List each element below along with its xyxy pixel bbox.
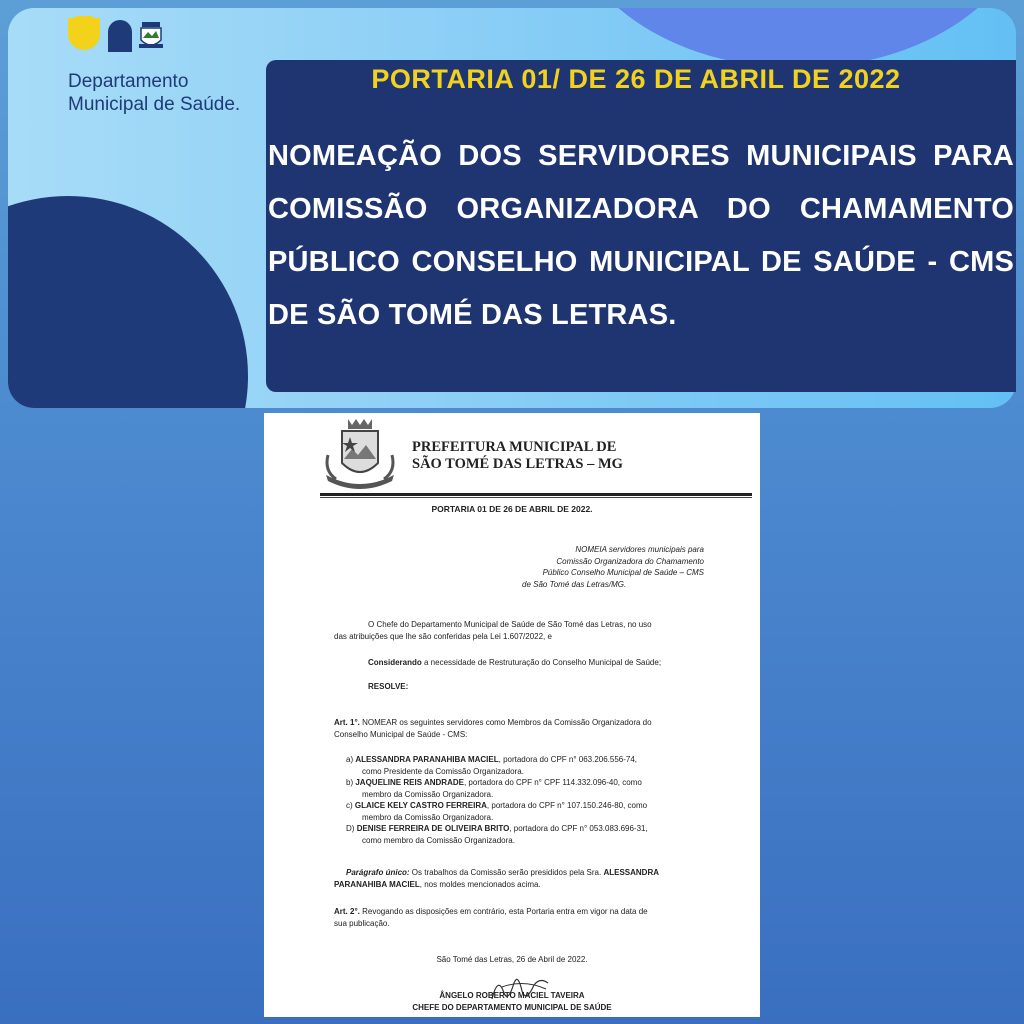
art2-label: Art. 2°. — [334, 907, 360, 916]
department-name — [68, 70, 240, 116]
prefeitura-line-1: PREFEITURA MUNICIPAL DE — [412, 439, 617, 455]
member-role: como membro da Comissão Organizadora. — [362, 835, 515, 845]
header-rule — [320, 493, 752, 496]
portaria-title: PORTARIA 01/ DE 26 DE ABRIL DE 2022 — [371, 64, 901, 94]
prefeitura-heading — [412, 439, 623, 473]
member-cpf: , portadora do CPF n° 063.206.556-74, — [498, 755, 638, 764]
considerando-text: a necessidade de Restruturação do Conselho Municipal de Saúde; — [421, 658, 662, 667]
intro-paragraph — [334, 619, 706, 642]
member-name: JAQUELINE REIS ANDRADE — [355, 778, 464, 787]
paragrafo-text-1: Os trabalhos da Comissão serão presididos pela Sra. — [409, 868, 604, 877]
list-item-letter: a) — [346, 755, 354, 764]
list-item-letter: D) — [346, 824, 355, 833]
ementa-line-2: Comissão Organizadora do Chamamento — [556, 556, 704, 566]
ementa-line-1: NOMEIA servidores municipais para — [575, 545, 704, 554]
ementa — [522, 544, 704, 590]
member-role: como Presidente da Comissão Organizadora. — [362, 766, 524, 776]
document-portaria-title: PORTARIA 01 DE 26 DE ABRIL DE 2022. — [431, 504, 593, 514]
header-rule-thin — [320, 497, 752, 498]
ementa-line-3: Público Conselho Municipal de Saúde – CMS — [542, 568, 704, 577]
nomeacao-heading: NOMEAÇÃO DOS SERVIDORES MUNICIPAIS PARA COMISSÃO ORGANIZADORA DO CHAMAMENTO PÚBLICO CONSELHO MUNICIPAL DE SAÚDE - CMS DE SÃO TOMÉ DAS LETRAS. — [268, 140, 1014, 331]
member-cpf: , portadora do CPF n° 053.083.696-31, — [509, 824, 648, 833]
paragrafo-unico — [334, 867, 708, 890]
list-item — [346, 800, 716, 823]
title-panel — [266, 60, 1016, 392]
decorative-blob-left — [8, 196, 248, 408]
considerando-label: Considerando — [368, 658, 422, 667]
decorative-blob-top — [568, 8, 1016, 68]
list-item-letter: c) — [346, 801, 353, 810]
intro-line-2: das atribuições que lhe são conferidas pela Lei 1.607/2022, e — [334, 631, 552, 641]
member-list — [346, 754, 716, 846]
paragrafo-name-1: ALESSANDRA — [603, 868, 660, 877]
member-cpf: , portadora do CPF n° CPF 114.332.096-40, como — [463, 778, 642, 787]
intro-line-1: O Chefe do Departamento Municipal de Saúde de São Tomé das Letras, no uso — [368, 620, 652, 629]
portaria-document — [264, 413, 760, 1017]
logo-group — [66, 16, 164, 52]
paragrafo-text-2: , nos moldes mencionados acima. — [419, 879, 541, 889]
yellow-circle-logo-icon — [66, 16, 102, 52]
ementa-line-4: de São Tomé das Letras/MG. — [522, 579, 627, 589]
municipal-crest-icon — [138, 20, 164, 52]
municipal-coat-of-arms-icon — [320, 415, 400, 495]
signer-role: CHEFE DO DEPARTAMENTO MUNICIPAL DE SAÚDE — [412, 1003, 612, 1012]
list-item — [346, 754, 716, 777]
art1-text-2: Conselho Municipal de Saúde - CMS: — [334, 729, 468, 739]
art1-text-1: NOMEAR os seguintes servidores como Membros da Comissão Organizadora do — [359, 718, 652, 727]
article-1 — [334, 717, 708, 740]
paragrafo-label: Parágrafo único: — [346, 868, 410, 877]
list-item — [346, 823, 716, 846]
member-cpf: , portadora do CPF n° 107.150.246-80, como — [486, 801, 648, 810]
art2-text-1: Revogando as disposições em contrário, esta Portaria entra em vigor na data de — [359, 907, 648, 916]
resolve-label: RESOLVE: — [368, 682, 409, 691]
considerando-line — [368, 657, 661, 669]
list-item-letter: b) — [346, 778, 354, 787]
member-name: DENISE FERREIRA DE OLIVEIRA BRITO — [356, 824, 510, 833]
member-role: membro da Comissão Organizadora. — [362, 789, 494, 799]
art1-label: Art. 1°. — [334, 718, 360, 727]
member-role: membro da Comissão Organizadora. — [362, 812, 494, 822]
article-2 — [334, 906, 708, 929]
department-line-2: Municipal de Saúde. — [68, 94, 241, 115]
member-name: ALESSANDRA PARANAHIBA MACIEL — [355, 755, 499, 764]
prefeitura-line-2: SÃO TOMÉ DAS LETRAS – MG — [412, 456, 623, 472]
member-name: GLAICE KELY CASTRO FERREIRA — [354, 801, 487, 810]
art2-text-2: sua publicação. — [334, 918, 390, 928]
list-item — [346, 777, 716, 800]
signer-name: ÂNGELO ROBERTO MACIEL TAVEIRA — [439, 991, 585, 1000]
department-line-1: Departamento — [68, 71, 189, 92]
navy-arch-logo-icon — [108, 20, 132, 52]
paragrafo-name-2: PARANAHIBA MACIEL — [334, 879, 420, 889]
date-line: São Tomé das Letras, 26 de Abril de 2022. — [436, 955, 588, 964]
